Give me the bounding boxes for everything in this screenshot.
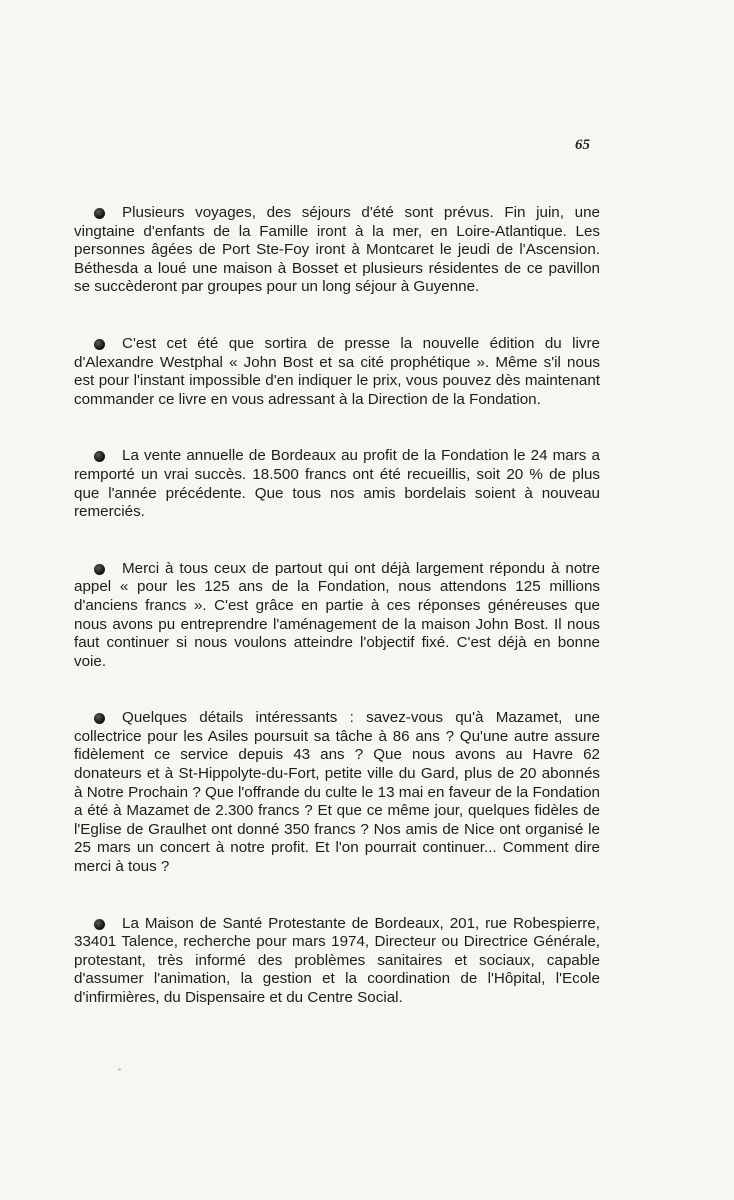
paragraph-text: Merci à tous ceux de partout qui ont déjà largement répondu à notre appel « pour les 125 ans de la Fondation, nous attendons 125 millions d'anciens francs ». C'est grâce en partie à ces réponses généreuses que nous avons pu entreprendre l'aménagement de la maison John Bost. Il nous faut continuer si nous voulons atteindre l'objectif fixé. C'est déjà en bonne voie. (74, 559, 600, 670)
bullet-icon (94, 713, 105, 724)
paragraph-summer-trips (74, 204, 600, 297)
paper-speck (118, 1068, 121, 1071)
bullet-icon (94, 208, 105, 219)
paragraph-text: La Maison de Santé Protestante de Bordeaux, 201, rue Robespierre, 33401 Talence, recherche pour mars 1974, Directeur ou Directrice Générale, protestant, très informé des problèmes sanitaires et sociaux, capable d'assumer l'animation, la gestion et la coordination de l'Hôpital, l'Ecole d'infirmières, du Dispensaire et du Centre Social. (74, 914, 600, 1006)
page-body (74, 204, 600, 1046)
paragraph-thanks-appeal (74, 560, 600, 672)
paragraph-interesting-details (74, 709, 600, 876)
paragraph-job-offer (74, 915, 600, 1008)
paragraph-text: C'est cet été que sortira de presse la nouvelle édition du livre d'Alexandre Westphal « John Bost et sa cité prophétique ». Même s'il nous est pour l'instant impossible d'en indiquer le prix, vous pouvez dès maintenant commander ce livre en vous adressant à la Direction de la Fondation. (74, 334, 600, 408)
paragraph-text: Quelques détails intéressants : savez-vous qu'à Mazamet, une collectrice pour les Asiles poursuit sa tâche à 86 ans ? Qu'une autre assure fidèlement ce service depuis 43 ans ? Que nous avons au Havre 62 donateurs et à St-Hippolyte-du-Fort, petite ville du Gard, plus de 20 abonnés à Notre Prochain ? Que l'offrande du culte le 13 mai en faveur de la Fondation a été à Mazamet de 2.300 francs ? Et que ce même jour, quelques fidèles de l'Eglise de Graulhet ont donné 350 francs ? Nos amis de Nice ont organisé le 25 mars un concert à notre profit. Et l'on pourrait continuer... Comment dire merci à tous ? (74, 709, 600, 876)
page-number: 65 (575, 137, 590, 153)
bullet-icon (94, 339, 105, 350)
paragraph-text: Plusieurs voyages, des séjours d'été sont prévus. Fin juin, une vingtaine d'enfants de la Famille iront à la mer, en Loire-Atlantique. Les personnes âgées de Port Ste-Foy iront à Montcaret le jeudi de l'Ascension. Béthesda a loué une maison à Bosset et plusieurs résidentes de ce pavillon se succèderont par groupes pour un long séjour à Guyenne. (74, 204, 600, 296)
paragraph-book-edition (74, 335, 600, 409)
bullet-icon (94, 451, 105, 462)
bullet-icon (94, 919, 105, 930)
paragraph-bordeaux-sale (74, 447, 600, 521)
bullet-icon (94, 564, 105, 575)
paragraph-text: La vente annuelle de Bordeaux au profit de la Fondation le 24 mars a remporté un vrai succès. 18.500 francs ont été recueillis, soit 20 % de plus que l'année précédente. Que tous nos amis bordelais soient à nouveau remerciés. (74, 447, 600, 521)
